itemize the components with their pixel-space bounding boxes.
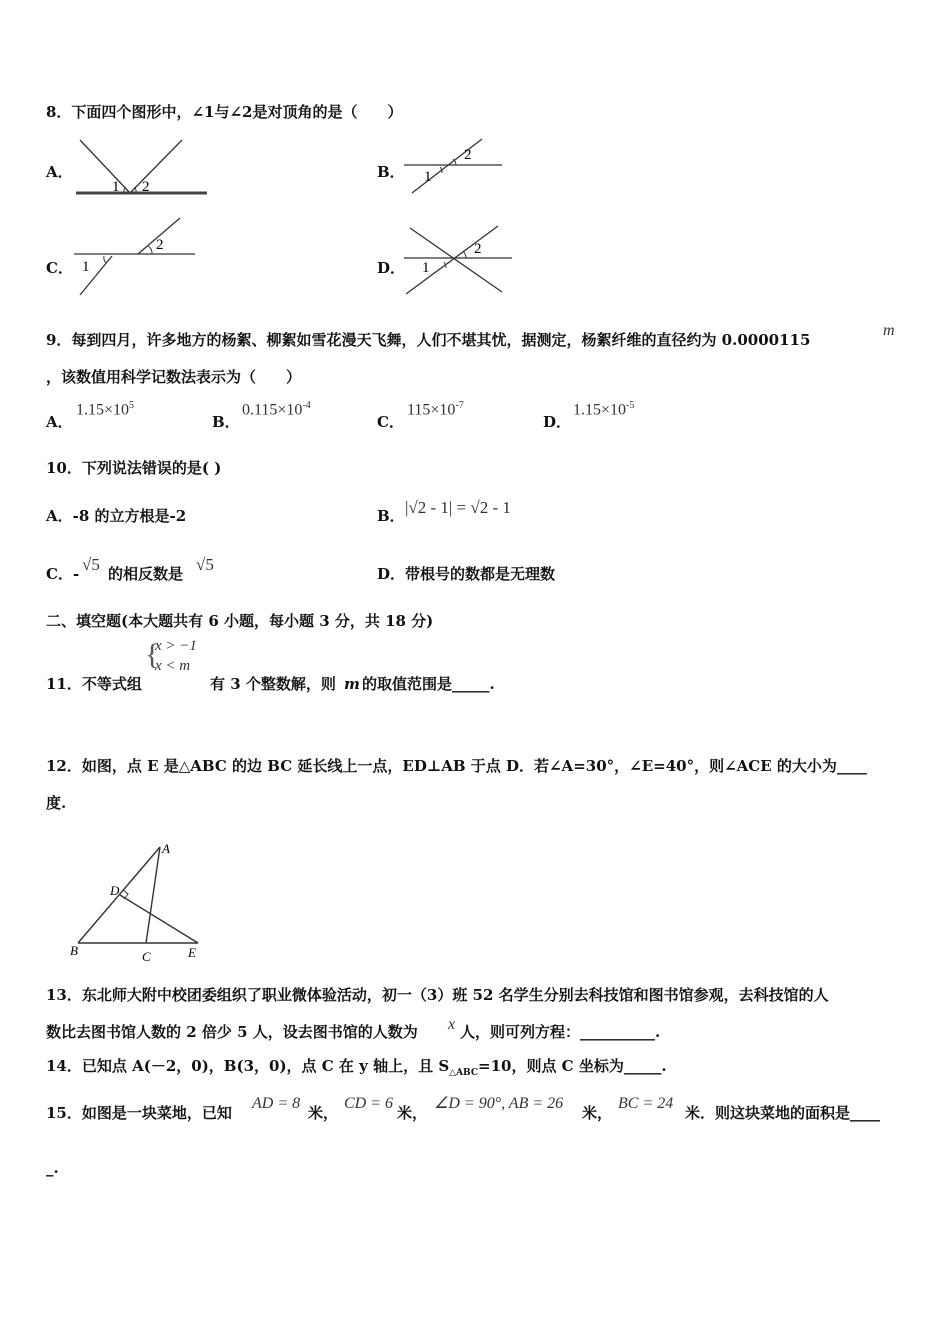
- q13-line1: 13．东北师大附中校团委组织了职业微体验活动，初一（3）班 52 名学生分别去科技馆和图书馆参观，去科技馆的人: [46, 986, 829, 1004]
- q13-line2b: 人，则可列方程：__________.: [460, 1023, 661, 1041]
- section-2-heading: 二、填空题(本大题共有 6 小题，每小题 3 分，共 18 分): [46, 612, 434, 630]
- q12-figure: [60, 835, 220, 965]
- q15-unit1: 米，: [308, 1104, 339, 1122]
- q11-ineq2: x < m: [155, 658, 191, 674]
- q8c-angle2: 2: [156, 237, 164, 253]
- q12-label-e: E: [188, 945, 196, 960]
- q9-option-a-label: A．: [46, 413, 73, 431]
- q12-label-c: C: [142, 949, 151, 964]
- q8a-angle1: 1: [112, 179, 120, 195]
- q11-post-b: 的取值范围是_____.: [362, 675, 495, 693]
- q11-pre: 11．不等式组: [46, 675, 142, 693]
- q8-option-d-label: D．: [377, 259, 406, 277]
- q10-option-c-root2: √5: [196, 555, 214, 574]
- q11-brace: {: [145, 638, 160, 671]
- q10-option-c-root1: √5: [82, 555, 100, 574]
- q8-option-a-label: A．: [46, 163, 73, 181]
- q13-var-x: x: [448, 1016, 456, 1033]
- q15-unit2: 米，: [397, 1104, 428, 1122]
- q8b-angle2: 2: [464, 147, 472, 163]
- q8-figure-a: [70, 135, 215, 200]
- q10-option-d: D．带根号的数都是无理数: [377, 565, 556, 583]
- q8-figure-c: [70, 213, 205, 303]
- q10-option-a: A．-8 的立方根是-2: [46, 507, 187, 525]
- q10-stem: 10．下列说法错误的是( ): [46, 459, 222, 477]
- q11-post-a: 有 3 个整数解，则: [210, 675, 336, 693]
- q12-line1: 12．如图，点 E 是△ABC 的边 BC 延长线上一点，ED⊥AB 于点 D．若∠A=30°，∠E=40°，则∠ACE 的大小为____: [46, 757, 867, 775]
- q9-option-b-label: B．: [212, 413, 240, 431]
- q15-expr-angle-ab: ∠D = 90°, AB = 26: [434, 1095, 564, 1112]
- q8d-angle1: 1: [422, 260, 430, 276]
- q9-option-d-value: $1.15\times 10^{-5}$: [573, 400, 635, 419]
- q15-expr-bc: BC = 24: [618, 1095, 674, 1112]
- q15-unit3: 米，: [582, 1104, 613, 1122]
- q14-text: 14．已知点 A(－2，0)，B(3，0)，点 C 在 y 轴上，且 $S_{\triangle ABC}=10$，则点 C 坐标为_____.: [46, 1057, 667, 1078]
- q9-option-c-label: C．: [377, 413, 404, 431]
- q8-option-c-label: C．: [46, 259, 73, 277]
- q15-expr-cd: CD = 6: [344, 1095, 394, 1112]
- q9-line1: 9．每到四月，许多地方的杨絮、柳絮如雪花漫天飞舞，人们不堪其忧，据测定，杨絮纤维的直径约为 0.0000115: [46, 331, 811, 349]
- q8-figure-b: [400, 135, 510, 200]
- q9-option-a-value: $1.15\times 10^5$: [76, 400, 135, 419]
- q15-expr-ad: AD = 8: [252, 1095, 301, 1112]
- q10-option-b-label: B．: [377, 507, 405, 525]
- q8-stem: 8．下面四个图形中，∠1与∠2是对顶角的是（ ）: [46, 103, 403, 121]
- q11-var-m: m: [344, 675, 360, 693]
- q10-option-c-label: C．-: [46, 565, 80, 583]
- q13-line2a: 数比去图书馆人数的 2 倍少 5 人，设去图书馆的人数为: [46, 1023, 418, 1041]
- q12-label-d: D: [110, 883, 120, 898]
- q12-label-a: A: [162, 841, 170, 856]
- q8-figure-d: [400, 220, 520, 300]
- q9-option-d-label: D．: [543, 413, 572, 431]
- q11-ineq1: x > −1: [155, 638, 197, 654]
- q8a-angle2: 2: [142, 179, 150, 195]
- q15-unit4: 米．则这块菜地的面积是____: [685, 1104, 881, 1122]
- q8d-angle2: 2: [474, 241, 482, 257]
- q12-line2: 度.: [46, 794, 67, 812]
- q10-option-b-expr: |√2 - 1| = √2 - 1: [405, 498, 511, 517]
- q9-option-b-value: $0.115\times 10^{-4}$: [242, 400, 311, 419]
- q8-option-b-label: B．: [377, 163, 405, 181]
- q15-pre: 15．如图是一块菜地，已知: [46, 1104, 232, 1122]
- q8c-angle1: 1: [82, 259, 90, 275]
- q9-option-c-value: $115\times 10^{-7}$: [407, 400, 464, 419]
- q12-label-b: B: [70, 943, 78, 958]
- q9-unit: m: [883, 322, 895, 339]
- q10-option-c-mid: 的相反数是: [108, 565, 184, 583]
- q8b-angle1: 1: [424, 169, 432, 185]
- q15-line2: _.: [46, 1159, 59, 1177]
- q9-line2: ，该数值用科学记数法表示为（ ）: [46, 368, 302, 386]
